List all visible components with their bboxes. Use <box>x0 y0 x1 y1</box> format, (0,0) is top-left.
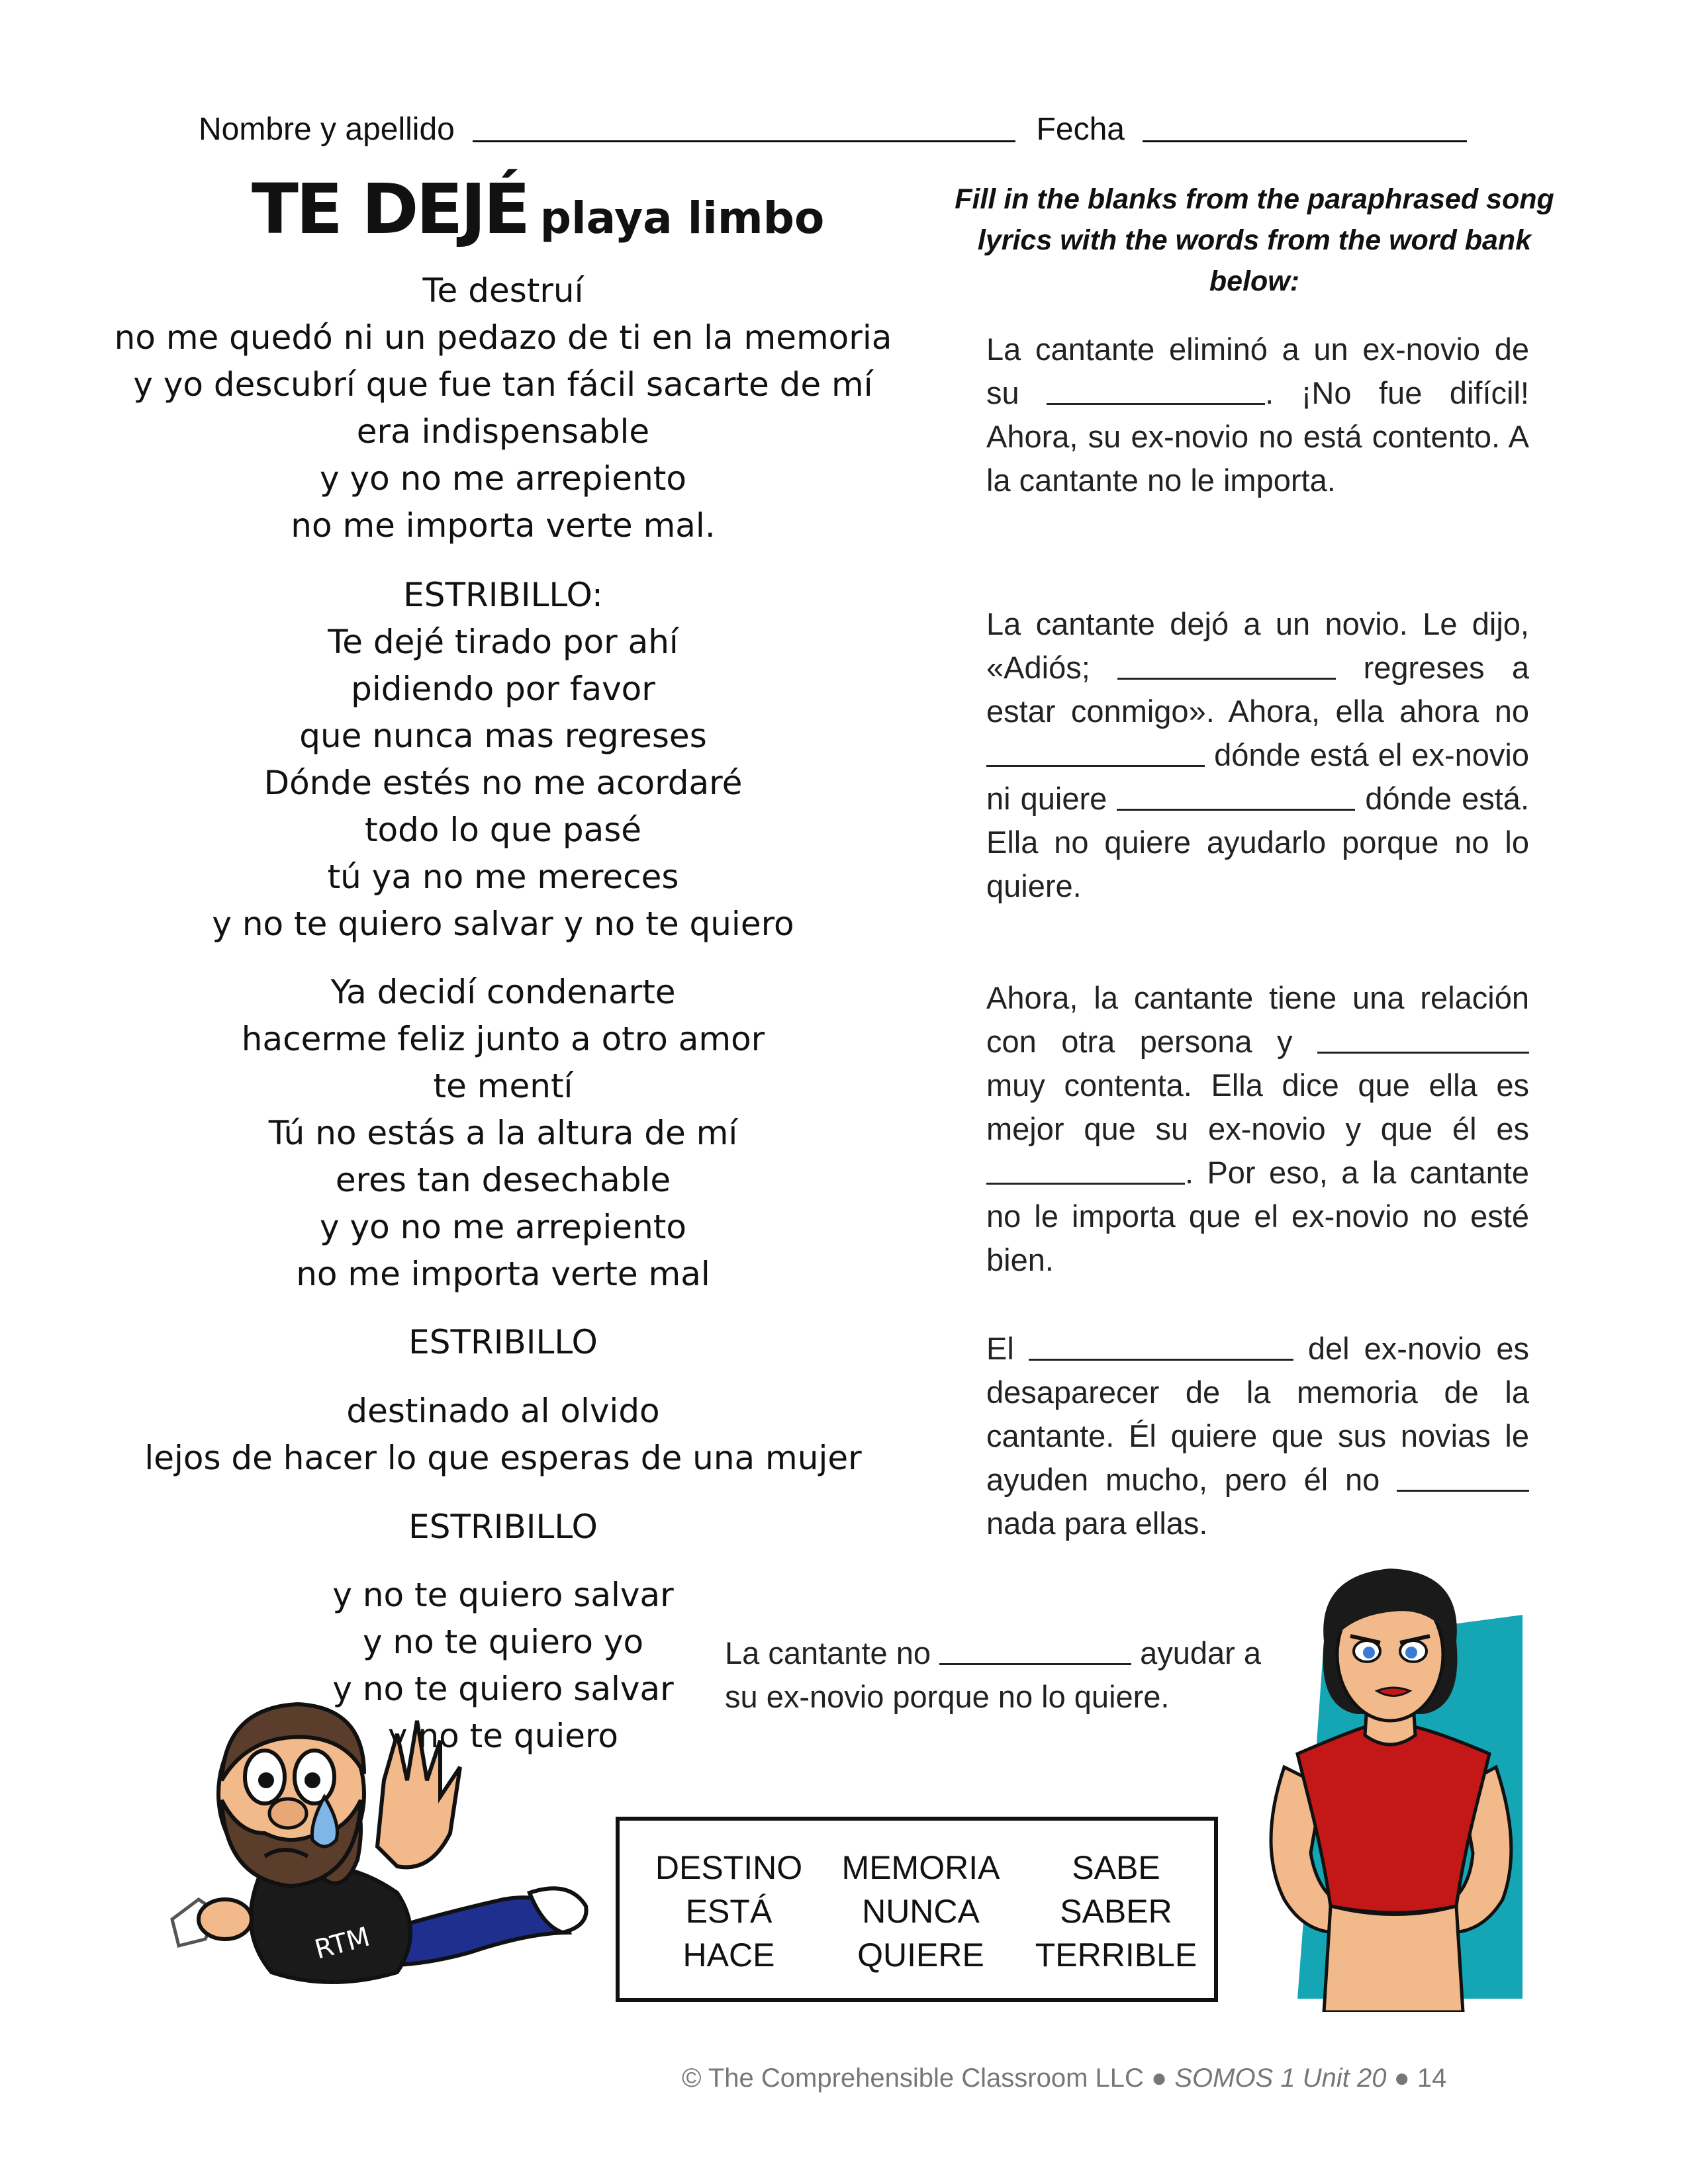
lyric-line: Dónde estés no me acordaré <box>263 764 743 802</box>
chorus-ref-1 <box>106 1319 900 1366</box>
answer-blank[interactable] <box>1397 1466 1529 1492</box>
lyric-line: Te dejé tirado por ahí <box>328 623 679 661</box>
word-bank-column-2 <box>821 1846 1020 1977</box>
word-bank-word: QUIERE <box>857 1936 984 1974</box>
answer-blank[interactable] <box>1117 654 1336 680</box>
lyric-line: destinado al olvido <box>346 1392 660 1430</box>
para-text: ayudar a su ex-novio porque no lo quiere. <box>725 1635 1262 1714</box>
word-bank-word: SABE <box>1072 1849 1160 1886</box>
chorus-heading: ESTRIBILLO <box>408 1323 598 1361</box>
word-bank <box>616 1817 1218 2002</box>
date-blank[interactable] <box>1143 114 1467 142</box>
para-text: del ex-novio es desaparecer de la memoria de la cantante. Él quiere que sus novias le ayuden mucho, pero él no <box>986 1331 1529 1497</box>
singer-woman-illustration <box>1244 1562 1536 2012</box>
lyric-line: pidiendo por favor <box>351 670 655 708</box>
chorus-ref-2 <box>106 1504 900 1551</box>
para-text: . ¡No fue difícil! Ahora, su ex-novio no está contento. A la cantante no le importa. <box>986 375 1529 498</box>
answer-blank[interactable] <box>986 741 1205 767</box>
instructions: Fill in the blanks from the paraphrased song lyrics with the words from the word bank below: <box>955 183 1554 297</box>
word-bank-word: NUNCA <box>862 1893 980 1930</box>
crying-man-illustration <box>159 1681 596 1999</box>
cloze-paragraph-1 <box>986 328 1529 502</box>
lyric-line: y yo no me arrepiento <box>320 459 686 498</box>
para-text: El <box>986 1331 1014 1366</box>
footer <box>682 2064 1446 2093</box>
lyrics-bridge <box>106 1388 900 1482</box>
para-text: Ahora, la cantante tiene una relación con otra persona y <box>986 980 1529 1059</box>
lyrics-verse-2 <box>106 969 900 1298</box>
date-label: Fecha <box>1036 112 1125 147</box>
name-label: Nombre y apellido <box>199 112 455 147</box>
answer-blank[interactable] <box>939 1639 1131 1665</box>
song-title <box>252 169 847 250</box>
word-bank-column-3 <box>1017 1846 1215 1977</box>
lyric-line: que nunca mas regreses <box>299 717 707 755</box>
para-text: La cantante dejó a un novio. Le dijo, «Adiós; <box>986 606 1529 685</box>
lyric-line: y no te quiero salvar y no te quiero <box>212 905 794 943</box>
cloze-paragraph-4 <box>986 1327 1529 1545</box>
lyric-line: era indispensable <box>356 412 650 451</box>
answer-blank[interactable] <box>1117 785 1355 811</box>
footer-company: © The Comprehensible Classroom LLC ● <box>682 2064 1168 2093</box>
word-bank-word: MEMORIA <box>841 1849 1000 1886</box>
word-bank-column-1 <box>630 1846 828 1977</box>
lyric-line: Te destruí <box>422 271 584 310</box>
lyric-line: y no te quiero salvar <box>332 1670 674 1708</box>
lyric-line: y no te quiero <box>387 1717 619 1755</box>
lyric-line: y yo no me arrepiento <box>320 1208 686 1246</box>
lyric-line: hacerme feliz junto a otro amor <box>241 1020 765 1058</box>
para-text: La cantante eliminó a un ex-novio de su <box>986 332 1529 410</box>
lyric-line: y yo descubrí que fue tan fácil sacarte de mí <box>133 365 873 404</box>
lyrics-verse-1 <box>106 267 900 549</box>
word-bank-word: DESTINO <box>655 1849 803 1886</box>
lyric-line: eres tan desechable <box>335 1161 671 1199</box>
word-bank-word: SABER <box>1060 1893 1172 1930</box>
answer-blank[interactable] <box>1317 1028 1529 1054</box>
chorus-heading: ESTRIBILLO: <box>403 576 603 614</box>
word-bank-word: HACE <box>682 1936 775 1974</box>
cloze-paragraph-2 <box>986 602 1529 908</box>
para-text: muy contenta. Ella dice que ella es mejor que su ex-novio y que él es <box>986 1068 1529 1146</box>
header-line <box>199 111 1483 148</box>
cloze-paragraph-5 <box>725 1631 1294 1719</box>
answer-blank[interactable] <box>1029 1335 1293 1361</box>
lyric-line: lejos de hacer lo que esperas de una mujer <box>144 1439 862 1477</box>
lyric-line: tú ya no me mereces <box>327 858 679 896</box>
song-title-main: TE DEJÉ <box>252 169 528 250</box>
lyric-line: y no te quiero salvar <box>332 1576 674 1614</box>
lyric-line: no me importa verte mal. <box>291 506 716 545</box>
para-text: dónde está el ex-novio ni quiere <box>986 737 1529 816</box>
lyric-line: todo lo que pasé <box>364 811 642 849</box>
para-text: nada para ellas. <box>986 1506 1208 1541</box>
lyrics-chorus <box>106 572 900 948</box>
lyric-line: Ya decidí condenarte <box>330 973 676 1011</box>
answer-blank[interactable] <box>986 1159 1185 1185</box>
word-bank-word: TERRIBLE <box>1035 1936 1197 1974</box>
footer-course: SOMOS 1 Unit 20 <box>1174 2064 1387 2093</box>
song-artist: playa limbo <box>539 193 825 244</box>
footer-page: ● 14 <box>1393 2064 1447 2093</box>
chorus-heading: ESTRIBILLO <box>408 1508 598 1546</box>
name-blank[interactable] <box>473 114 1015 142</box>
word-bank-word: ESTÁ <box>685 1893 773 1930</box>
cloze-paragraph-3 <box>986 976 1529 1282</box>
para-text: La cantante no <box>725 1635 931 1670</box>
svg-text:RTM: RTM <box>311 1921 373 1966</box>
lyric-line: Tú no estás a la altura de mí <box>268 1114 738 1152</box>
lyric-line: no me importa verte mal <box>296 1255 710 1293</box>
answer-blank[interactable] <box>1047 379 1265 405</box>
lyric-line: no me quedó ni un pedazo de ti en la memoria <box>114 318 892 357</box>
lyric-line: te mentí <box>433 1067 573 1105</box>
para-text: dónde está. Ella no quiere ayudarlo porque no lo quiere. <box>986 781 1530 903</box>
para-text: regreses a estar conmigo». Ahora, ella ahora no <box>986 650 1529 729</box>
lyric-line: y no te quiero yo <box>362 1623 644 1661</box>
para-text: . Por eso, a la cantante no le importa que el ex-novio no esté bien. <box>986 1155 1529 1277</box>
